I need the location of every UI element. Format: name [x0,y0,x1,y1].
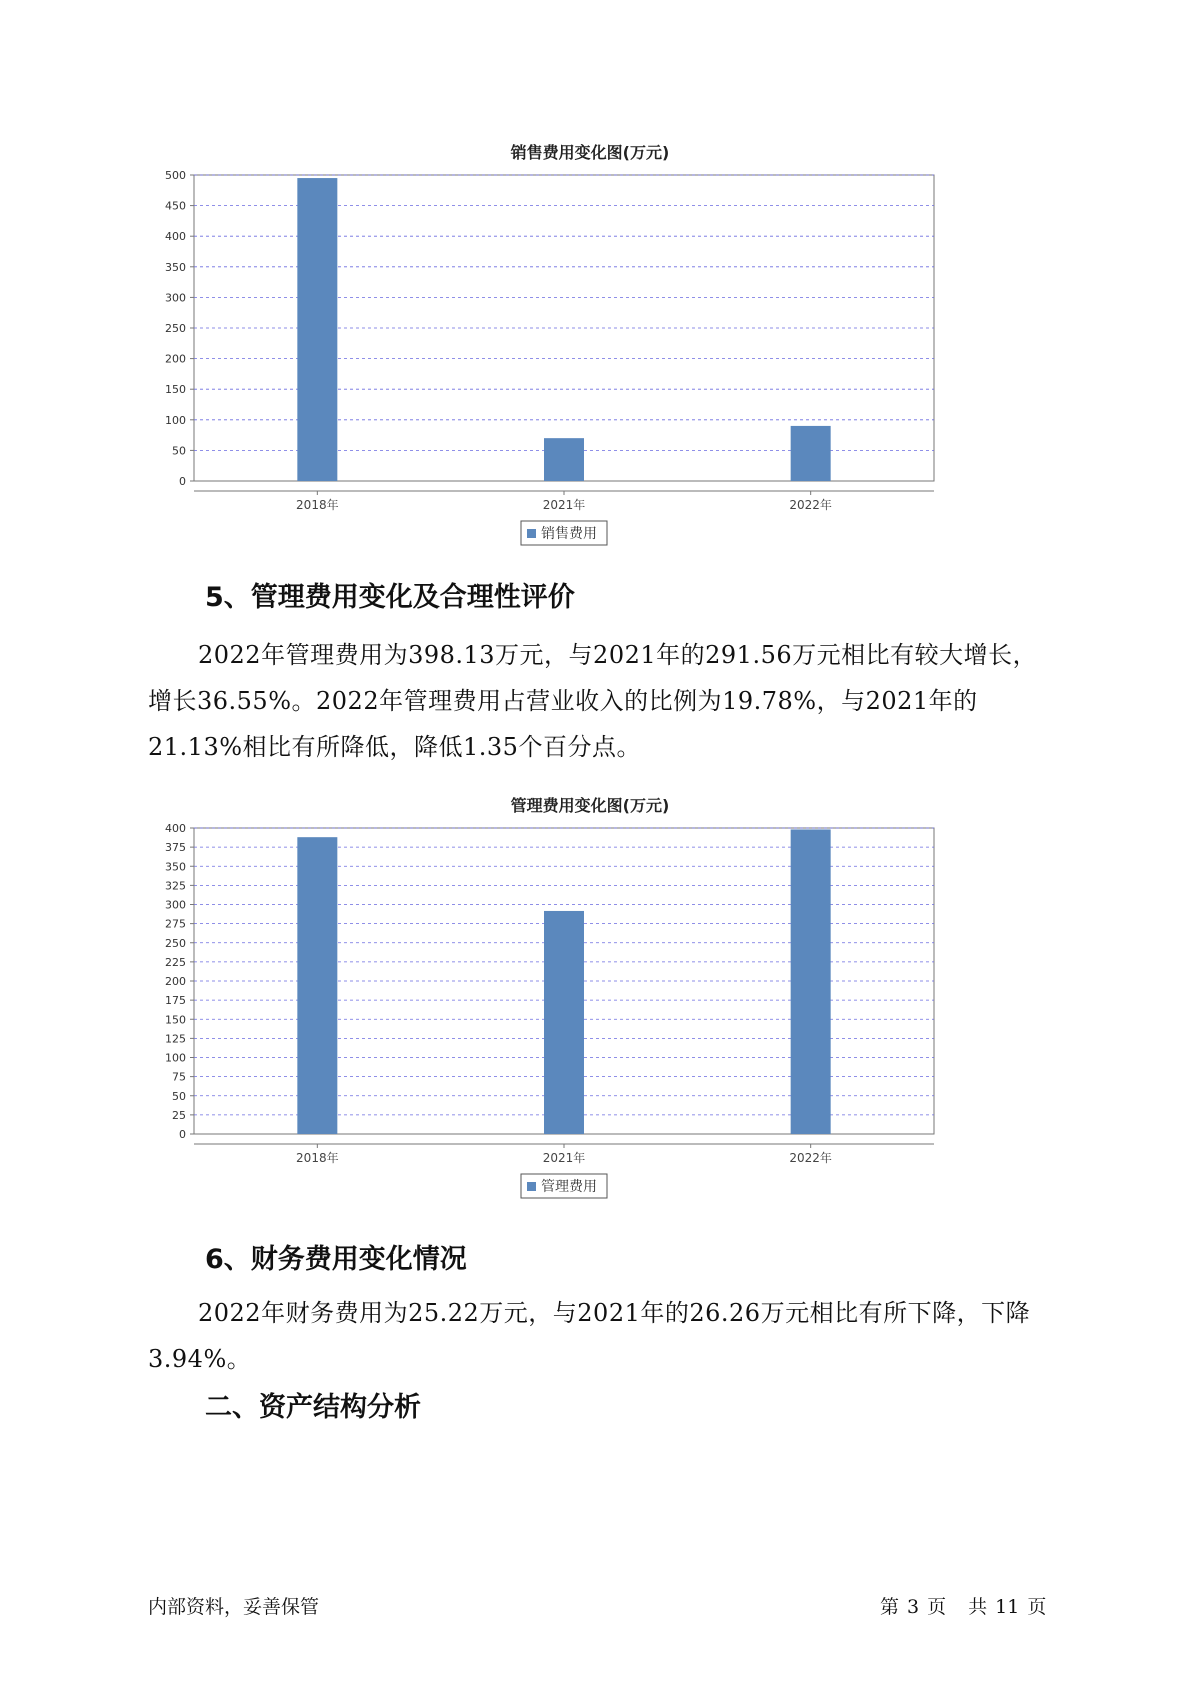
footer-page-info [880,1592,1054,1619]
bar [297,837,337,1134]
admin-expense-chart-svg [150,816,1030,1236]
y-tick-label: 275 [165,917,186,931]
y-tick-label: 150 [165,383,186,397]
section6-paragraph [148,1290,1048,1382]
page-number: 3 [907,1596,920,1618]
x-tick-label: 2018年 [296,498,339,512]
y-tick-label: 150 [165,1013,186,1027]
page-prefix: 第 [880,1596,900,1618]
section5-heading: 5、管理费用变化及合理性评价 [205,582,575,613]
y-tick-label: 125 [165,1032,186,1046]
footer-confidential-note: 内部资料，妥善保管 [148,1596,320,1618]
x-tick-label: 2021年 [542,498,586,512]
sales-expense-chart-svg [150,163,1030,583]
y-tick-label: 100 [165,413,186,427]
section5-paragraph [148,632,1048,770]
total-suffix: 页 [1027,1596,1047,1618]
legend-swatch [527,529,536,538]
y-tick-label: 250 [165,322,186,335]
total-prefix: 共 [968,1596,988,1618]
x-tick-label: 2022年 [789,498,832,512]
y-tick-label: 450 [165,199,186,213]
y-tick-label: 225 [165,955,186,969]
y-tick-label: 350 [165,260,186,274]
y-tick-label: 200 [165,352,186,366]
y-tick-label: 375 [165,841,186,855]
section6-heading: 6、财务费用变化情况 [205,1244,467,1275]
y-tick-label: 175 [165,994,186,1008]
legend-label: 管理费用 [541,1179,597,1195]
y-tick-label: 250 [165,936,186,950]
x-tick-label: 2022年 [789,1151,832,1165]
y-tick-label: 300 [165,898,186,912]
y-tick-label: 500 [165,169,186,182]
sales-expense-chart [150,140,1030,583]
y-tick-label: 75 [172,1070,186,1084]
bar [791,829,831,1134]
page-suffix: 页 [927,1596,947,1618]
x-tick-label: 2018年 [296,1151,339,1165]
y-tick-label: 0 [179,475,186,488]
y-tick-label: 350 [165,860,186,874]
chart-title: 销售费用变化图(万元) [510,143,670,162]
y-tick-label: 25 [172,1108,186,1122]
y-tick-label: 325 [165,879,186,893]
section5-text: 2022年管理费用为398.13万元，与2021年的291.56万元相比有较大增长，增长36.55%。2022年管理费用占营业收入的比例为19.78%，与2021年的21.13%相比有所降低，降低1.35个百分点。 [148,641,1038,761]
legend-label: 销售费用 [541,526,597,542]
y-tick-label: 50 [172,444,186,458]
bar [544,911,584,1134]
x-tick-label: 2021年 [542,1151,586,1165]
y-tick-label: 400 [165,822,186,835]
bar [791,426,831,481]
section-two-heading: 二、资产结构分析 [205,1392,421,1423]
y-tick-label: 0 [179,1128,186,1141]
y-tick-label: 200 [165,975,186,988]
y-tick-label: 100 [165,1051,186,1065]
chart-title: 管理费用变化图(万元) [510,796,670,815]
total-pages: 11 [995,1596,1020,1618]
legend-swatch [527,1182,536,1191]
admin-expense-chart [150,793,1030,1236]
y-tick-label: 400 [165,230,186,244]
bar [544,438,584,481]
bar [297,178,337,481]
y-tick-label: 300 [165,291,186,305]
section6-text: 2022年财务费用为25.22万元，与2021年的26.26万元相比有所下降，下降3.94%。 [148,1299,1031,1373]
y-tick-label: 50 [172,1089,186,1103]
